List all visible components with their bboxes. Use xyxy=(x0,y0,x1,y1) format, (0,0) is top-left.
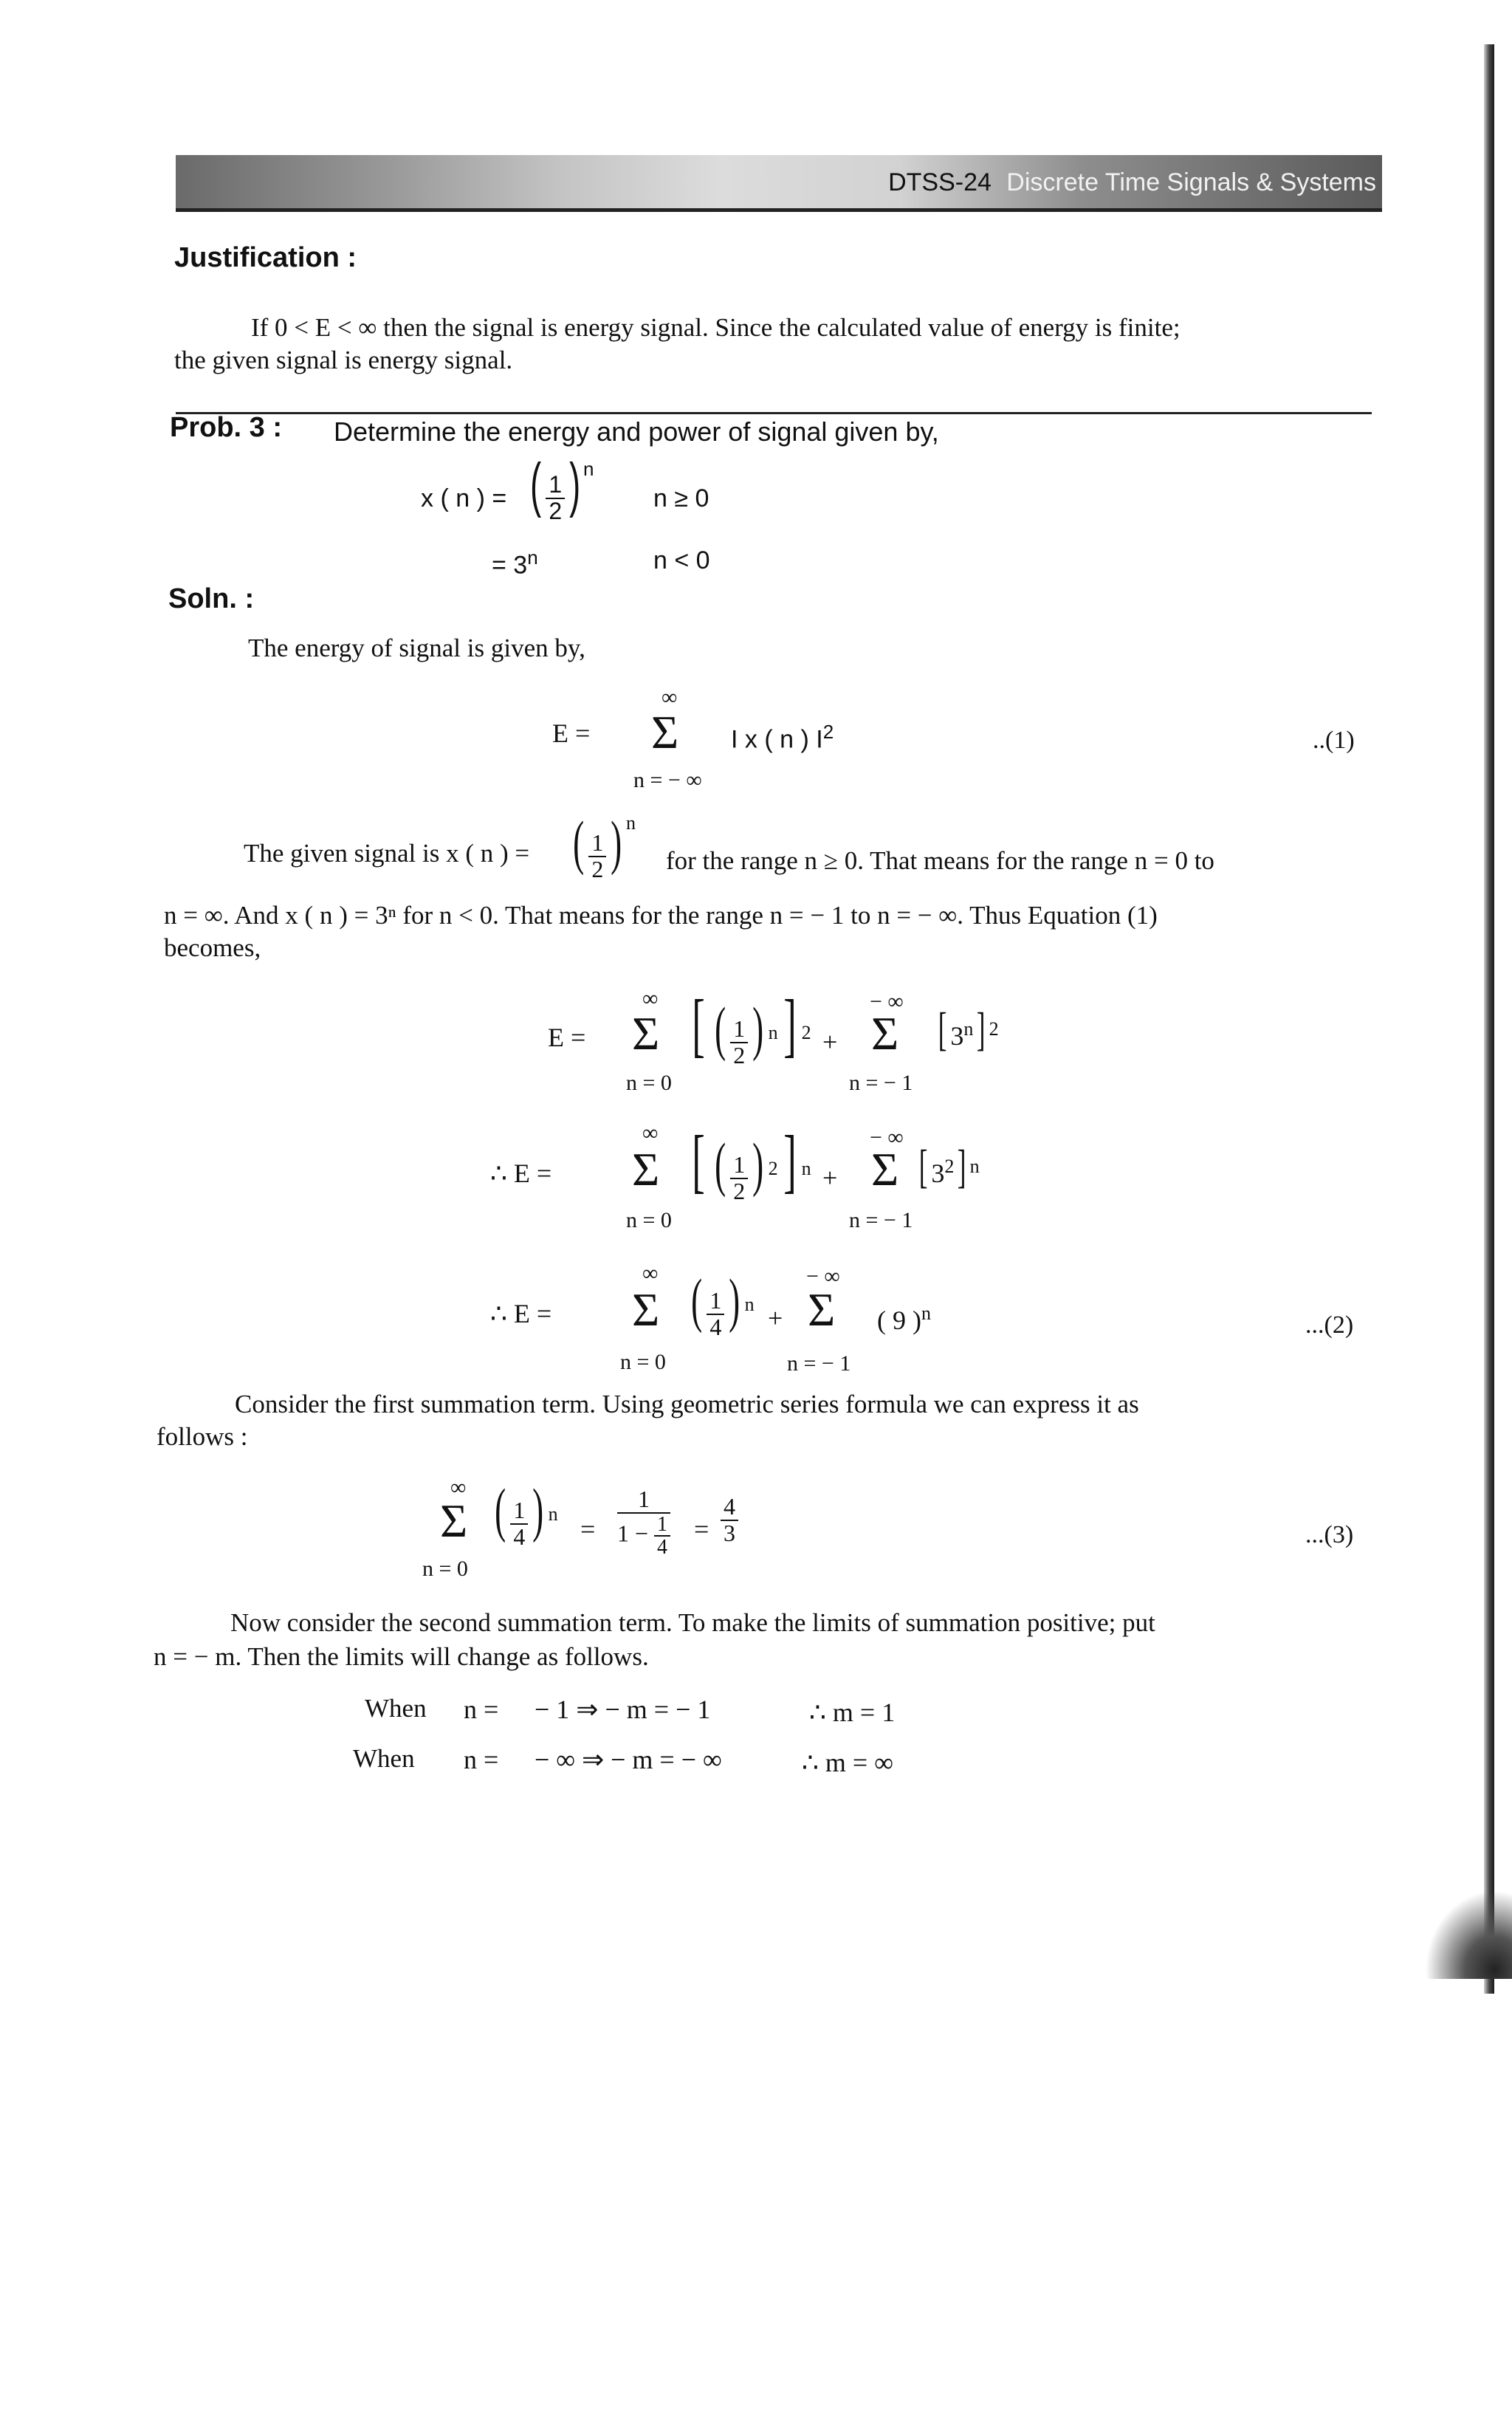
eq1-lhs: E = xyxy=(552,718,591,748)
eqB-lower-1: n = 0 xyxy=(626,1208,672,1232)
eqA-upper-2: − ∞ xyxy=(870,989,904,1014)
eq1-sigma: Σ xyxy=(651,706,679,758)
consider-first-line-b: follows : xyxy=(157,1422,248,1451)
justification-line-2: the given signal is energy signal. xyxy=(174,346,513,374)
consider-second-line-a: Now consider the second summation term. To make the limits of summation positive; put xyxy=(230,1608,1155,1637)
eq1-lower-limit: n = − ∞ xyxy=(633,768,702,792)
eqA-term-1: [ ( $\frac{1}{2}$ ) $^n$] $^2$ xyxy=(692,985,811,1068)
eq3-upper: ∞ xyxy=(450,1475,467,1500)
eq3-result: $\frac{4}{3}$ xyxy=(721,1495,738,1545)
solution-label: Soln. : xyxy=(168,583,255,614)
definition-lhs: x ( n ) = xyxy=(421,484,507,512)
eqA-sigma-2: Σ xyxy=(871,1007,899,1060)
eqA-sigma-1: Σ xyxy=(632,1007,660,1060)
justification-heading: Justification : xyxy=(174,242,357,273)
eqB-upper-1: ∞ xyxy=(642,1121,659,1145)
when-2-label: When xyxy=(353,1744,415,1773)
given-line-a: The given signal is x ( n ) = xyxy=(244,839,530,868)
when-2-mid: − ∞ ⇒ − m = − ∞ xyxy=(535,1745,722,1774)
problem-label: Prob. 3 : xyxy=(170,412,283,443)
eq3-lower: n = 0 xyxy=(422,1557,468,1581)
eq3-term: ( $\frac{1}{4}$ ) $^n$ xyxy=(495,1476,558,1550)
given-exponent: n xyxy=(626,812,636,834)
when-1-lhs: n = xyxy=(464,1695,499,1724)
when-1-mid: − 1 ⇒ − m = − 1 xyxy=(535,1695,711,1724)
eqC-lower-2: n = − 1 xyxy=(787,1351,851,1376)
eq3-number: ...(3) xyxy=(1305,1521,1354,1548)
page-header xyxy=(176,155,1382,212)
eq3-sigma: Σ xyxy=(440,1495,468,1547)
eqC-upper-1: ∞ xyxy=(642,1261,659,1286)
eqA-lower-2: n = − 1 xyxy=(849,1071,913,1095)
eqA-lower-1: n = 0 xyxy=(626,1071,672,1095)
eqB-plus: + xyxy=(822,1163,838,1193)
eqB-lower-2: n = − 1 xyxy=(849,1208,913,1232)
justification-line-1: If 0 < E < ∞ then the signal is energy signal. Since the calculated value of energy is finite; xyxy=(251,313,1181,342)
eqB-lhs: ∴ E = xyxy=(490,1159,552,1188)
eqC-upper-2: − ∞ xyxy=(806,1264,840,1288)
eqA-term-2: [ 3$^n$] $^2$ xyxy=(938,1003,999,1055)
consider-first-line-a: Consider the first summation term. Using geometric series formula we can express it as xyxy=(235,1390,1139,1418)
eqC-plus: + xyxy=(768,1303,783,1333)
eqC-lower-1: n = 0 xyxy=(620,1350,666,1374)
eq3-equals: = xyxy=(580,1514,596,1544)
eqA-plus: + xyxy=(822,1027,838,1057)
definition-2: = $3^n$ xyxy=(492,546,538,580)
eqC-term-1: ( $\frac{1}{4}$ ) $^n$ xyxy=(691,1266,755,1340)
condition-2: n < 0 xyxy=(653,546,710,574)
definition-half: ( $\frac{1}{2}$ ) xyxy=(530,451,581,525)
eq1-summand: I x ( n ) $I^2$ xyxy=(731,721,834,754)
eqC-number: ...(2) xyxy=(1305,1311,1354,1339)
eqC-term-2: ( 9 )$^n$ xyxy=(877,1303,931,1335)
consider-second-line-b: n = − m. Then the limits will change as follows. xyxy=(154,1642,649,1671)
when-2-result: ∴ m = ∞ xyxy=(802,1748,893,1777)
scan-shadow xyxy=(1425,1890,1512,1979)
condition-1: n ≥ 0 xyxy=(653,484,709,512)
when-1-result: ∴ m = 1 xyxy=(809,1698,896,1727)
scan-page-edge xyxy=(1484,44,1494,1994)
definition-exponent: n xyxy=(583,458,594,480)
solution-intro: The energy of signal is given by, xyxy=(248,634,585,662)
given-line-b: for the range n ≥ 0. That means for the range n = 0 to xyxy=(666,846,1214,875)
eqB-upper-2: − ∞ xyxy=(870,1125,904,1150)
section-divider xyxy=(176,412,1372,414)
problem-statement: Determine the energy and power of signal given by, xyxy=(334,416,939,447)
when-1-label: When xyxy=(365,1694,427,1723)
eq3-geometric-fraction: 1 1 − $\frac{1}{4}$ xyxy=(617,1487,670,1558)
eqC-sigma-2: Σ xyxy=(808,1283,836,1336)
eqA-lhs: E = xyxy=(548,1023,586,1052)
eqB-term-2: [ $3^2$] $^n$ xyxy=(918,1140,980,1193)
eqB-sigma-1: Σ xyxy=(632,1143,660,1195)
eqB-sigma-2: Σ xyxy=(871,1143,899,1195)
eqC-lhs: ∴ E = xyxy=(490,1299,552,1328)
eqB-term-1: [ ( $\frac{1}{2}$ ) $^2$] $^n$ xyxy=(692,1121,811,1204)
given-line-3: becomes, xyxy=(164,933,261,962)
page-code: DTSS-24 xyxy=(888,168,992,196)
eq1-number: ..(1) xyxy=(1313,727,1355,754)
eq3-equals-2: = xyxy=(694,1514,709,1544)
given-half: ( $\frac{1}{2}$ ) xyxy=(573,809,622,882)
eq1-upper-limit: ∞ xyxy=(662,685,678,710)
running-title: Discrete Time Signals & Systems xyxy=(1006,168,1376,196)
eqC-sigma-1: Σ xyxy=(632,1283,660,1336)
eqA-upper-1: ∞ xyxy=(642,986,659,1011)
when-2-lhs: n = xyxy=(464,1745,499,1774)
given-line-2: n = ∞. And x ( n ) = 3ⁿ for n < 0. That means for the range n = − 1 to n = − ∞. Thus Equation (1) xyxy=(164,901,1158,930)
